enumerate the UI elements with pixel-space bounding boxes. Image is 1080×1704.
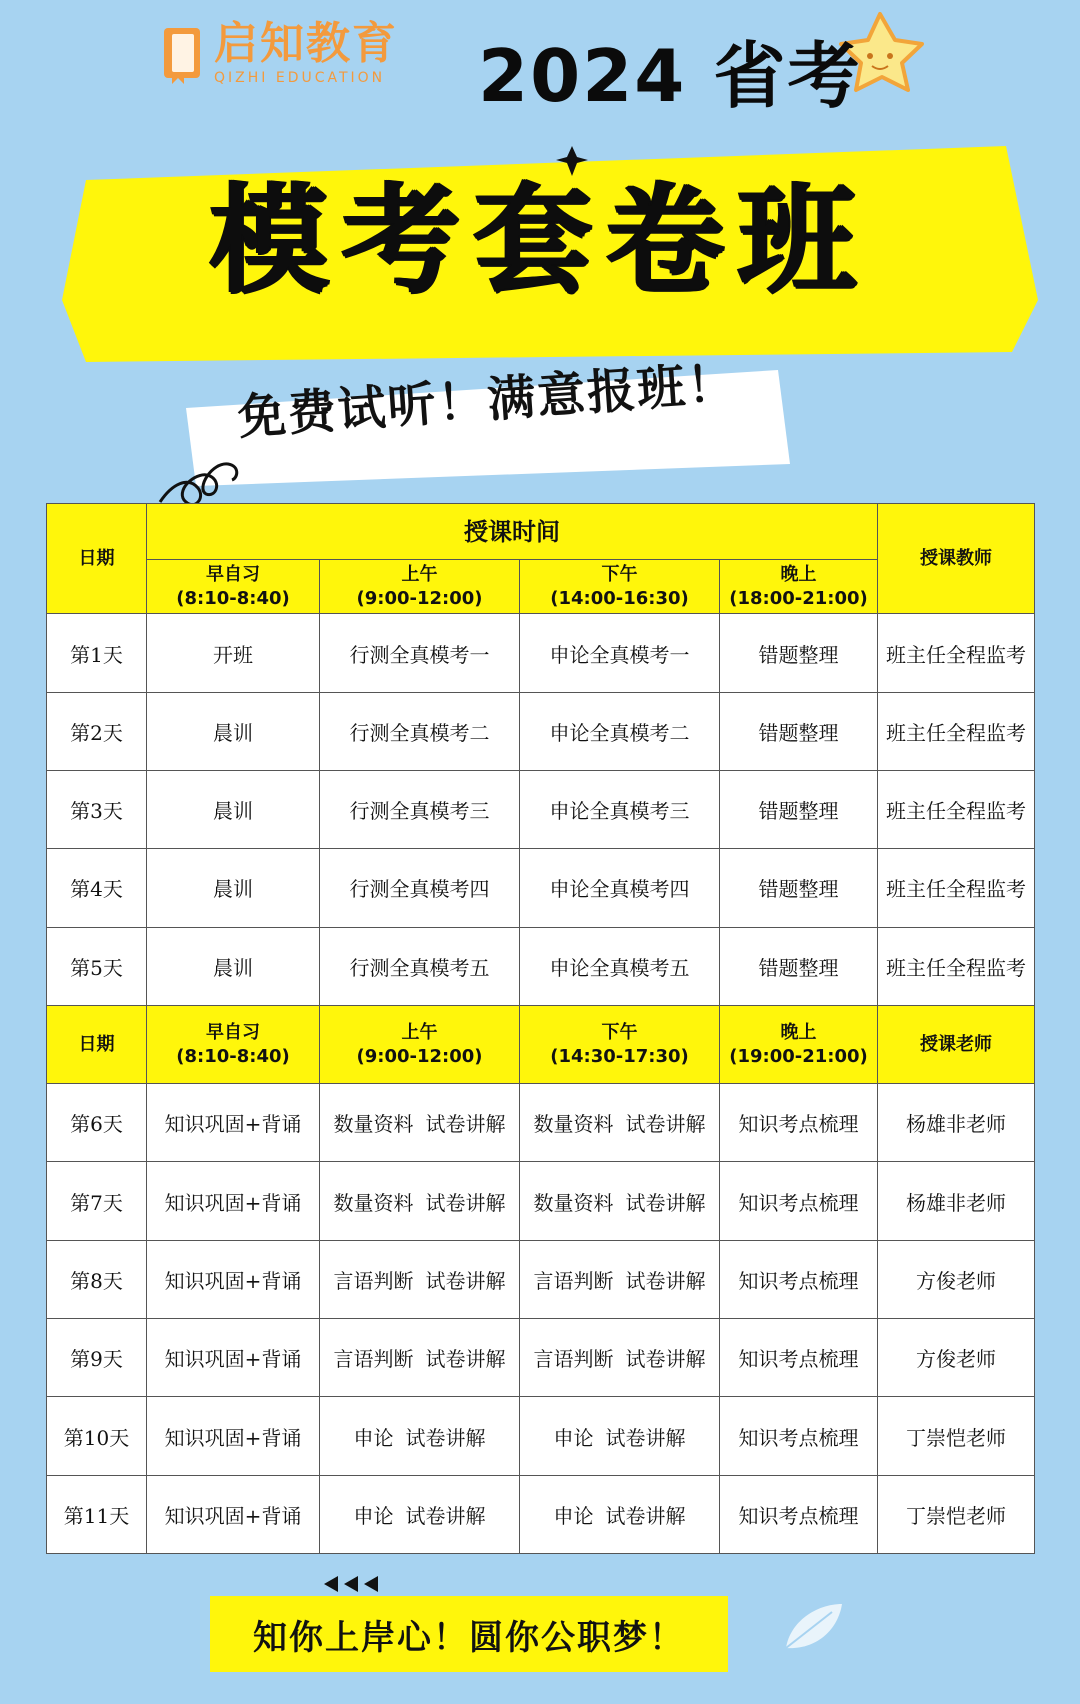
slot-header: 下午 (14:30-17:30) [520,1005,720,1083]
slot-header: 晚上 (19:00-21:00) [720,1005,878,1083]
teacher-cell: 班主任全程监考 [878,692,1035,770]
brand-name: 启知教育 [214,18,398,69]
table-cell: 晨训 [147,849,320,927]
table-header-row [47,1005,1035,1083]
table-cell: 行测全真模考二 [320,692,520,770]
table-cell: 开班 [147,614,320,692]
table-cell: 错题整理 [720,927,878,1005]
day-cell: 第6天 [47,1084,147,1162]
table-row [47,1397,1035,1475]
book-logo-icon [162,20,206,86]
column-header-time-group: 授课时间 [147,504,878,560]
day-cell: 第9天 [47,1319,147,1397]
leaf-icon [786,1604,842,1648]
teacher-cell: 班主任全程监考 [878,849,1035,927]
day-cell: 第7天 [47,1162,147,1240]
table-cell: 知识考点梳理 [720,1397,878,1475]
table-cell: 错题整理 [720,849,878,927]
teacher-cell: 班主任全程监考 [878,614,1035,692]
table-row [47,771,1035,849]
day-cell: 第3天 [47,771,147,849]
table-cell: 知识考点梳理 [720,1162,878,1240]
table-cell: 晨训 [147,927,320,1005]
brand-logo [162,20,398,86]
table-cell: 知识考点梳理 [720,1240,878,1318]
table-cell: 晨训 [147,771,320,849]
table-row [47,1240,1035,1318]
brand-name-en: QIZHI EDUCATION [214,70,386,86]
slot-header: 早自习 (8:10-8:40) [147,1005,320,1083]
table-cell: 申论全真模考四 [520,849,720,927]
table-row [47,1162,1035,1240]
table-cell: 申论 试卷讲解 [520,1397,720,1475]
table-header-row [47,504,1035,560]
table-row [47,927,1035,1005]
table-cell: 错题整理 [720,771,878,849]
table-cell: 知识考点梳理 [720,1475,878,1553]
arrows-left-icon [324,1576,378,1592]
table-cell: 言语判断 试卷讲解 [520,1319,720,1397]
table-cell: 言语判断 试卷讲解 [520,1240,720,1318]
table-cell: 行测全真模考五 [320,927,520,1005]
footer-banner [210,1596,728,1672]
table-cell: 知识巩固+背诵 [147,1162,320,1240]
teacher-cell: 方俊老师 [878,1240,1035,1318]
table-row [47,692,1035,770]
slot-header: 下午 (14:00-16:30) [520,560,720,614]
table-row [47,1084,1035,1162]
table-row [47,849,1035,927]
schedule-table [46,503,1035,1554]
table-cell: 数量资料 试卷讲解 [320,1162,520,1240]
table-cell: 数量资料 试卷讲解 [320,1084,520,1162]
table-cell: 知识考点梳理 [720,1319,878,1397]
table-cell: 数量资料 试卷讲解 [520,1162,720,1240]
day-cell: 第1天 [47,614,147,692]
column-header-teacher: 授课教师 [878,504,1035,614]
day-cell: 第2天 [47,692,147,770]
table-cell: 知识巩固+背诵 [147,1397,320,1475]
slot-header: 晚上 (18:00-21:00) [720,560,878,614]
table-cell: 知识巩固+背诵 [147,1319,320,1397]
table-cell: 知识考点梳理 [720,1084,878,1162]
page-title: 模考套卷班 [209,171,870,309]
table-cell: 行测全真模考四 [320,849,520,927]
table-cell: 申论 试卷讲解 [320,1475,520,1553]
day-cell: 第10天 [47,1397,147,1475]
table-cell: 申论全真模考五 [520,927,720,1005]
table-cell: 申论全真模考一 [520,614,720,692]
column-header-date: 日期 [47,1005,147,1083]
slot-header: 上午 (9:00-12:00) [320,1005,520,1083]
slogan: 免费试听！满意报班！ [236,355,739,446]
table-cell: 申论全真模考三 [520,771,720,849]
teacher-cell: 杨雄非老师 [878,1162,1035,1240]
day-cell: 第4天 [47,849,147,927]
teacher-cell: 方俊老师 [878,1319,1035,1397]
slot-header: 早自习 (8:10-8:40) [147,560,320,614]
table-cell: 申论 试卷讲解 [520,1475,720,1553]
table-cell: 言语判断 试卷讲解 [320,1319,520,1397]
table-cell: 知识巩固+背诵 [147,1084,320,1162]
teacher-cell: 班主任全程监考 [878,771,1035,849]
column-header-teacher: 授课老师 [878,1005,1035,1083]
table-cell: 行测全真模考三 [320,771,520,849]
table-cell: 行测全真模考一 [320,614,520,692]
slot-header: 上午 (9:00-12:00) [320,560,520,614]
table-row [47,1319,1035,1397]
table-cell: 错题整理 [720,692,878,770]
footer-slogan: 知你上岸心！圆你公职梦！ [253,1617,685,1658]
teacher-cell: 丁崇恺老师 [878,1397,1035,1475]
table-cell: 错题整理 [720,614,878,692]
table-row [47,1475,1035,1553]
teacher-cell: 班主任全程监考 [878,927,1035,1005]
table-cell: 言语判断 试卷讲解 [320,1240,520,1318]
teacher-cell: 杨雄非老师 [878,1084,1035,1162]
table-cell: 知识巩固+背诵 [147,1475,320,1553]
day-cell: 第8天 [47,1240,147,1318]
day-cell: 第11天 [47,1475,147,1553]
table-cell: 申论 试卷讲解 [320,1397,520,1475]
column-header-date: 日期 [47,504,147,614]
table-cell: 晨训 [147,692,320,770]
table-cell: 申论全真模考二 [520,692,720,770]
table-cell: 知识巩固+背诵 [147,1240,320,1318]
day-cell: 第5天 [47,927,147,1005]
table-row [47,614,1035,692]
table-cell: 数量资料 试卷讲解 [520,1084,720,1162]
teacher-cell: 丁崇恺老师 [878,1475,1035,1553]
headline: 2024 省考 [478,34,862,118]
